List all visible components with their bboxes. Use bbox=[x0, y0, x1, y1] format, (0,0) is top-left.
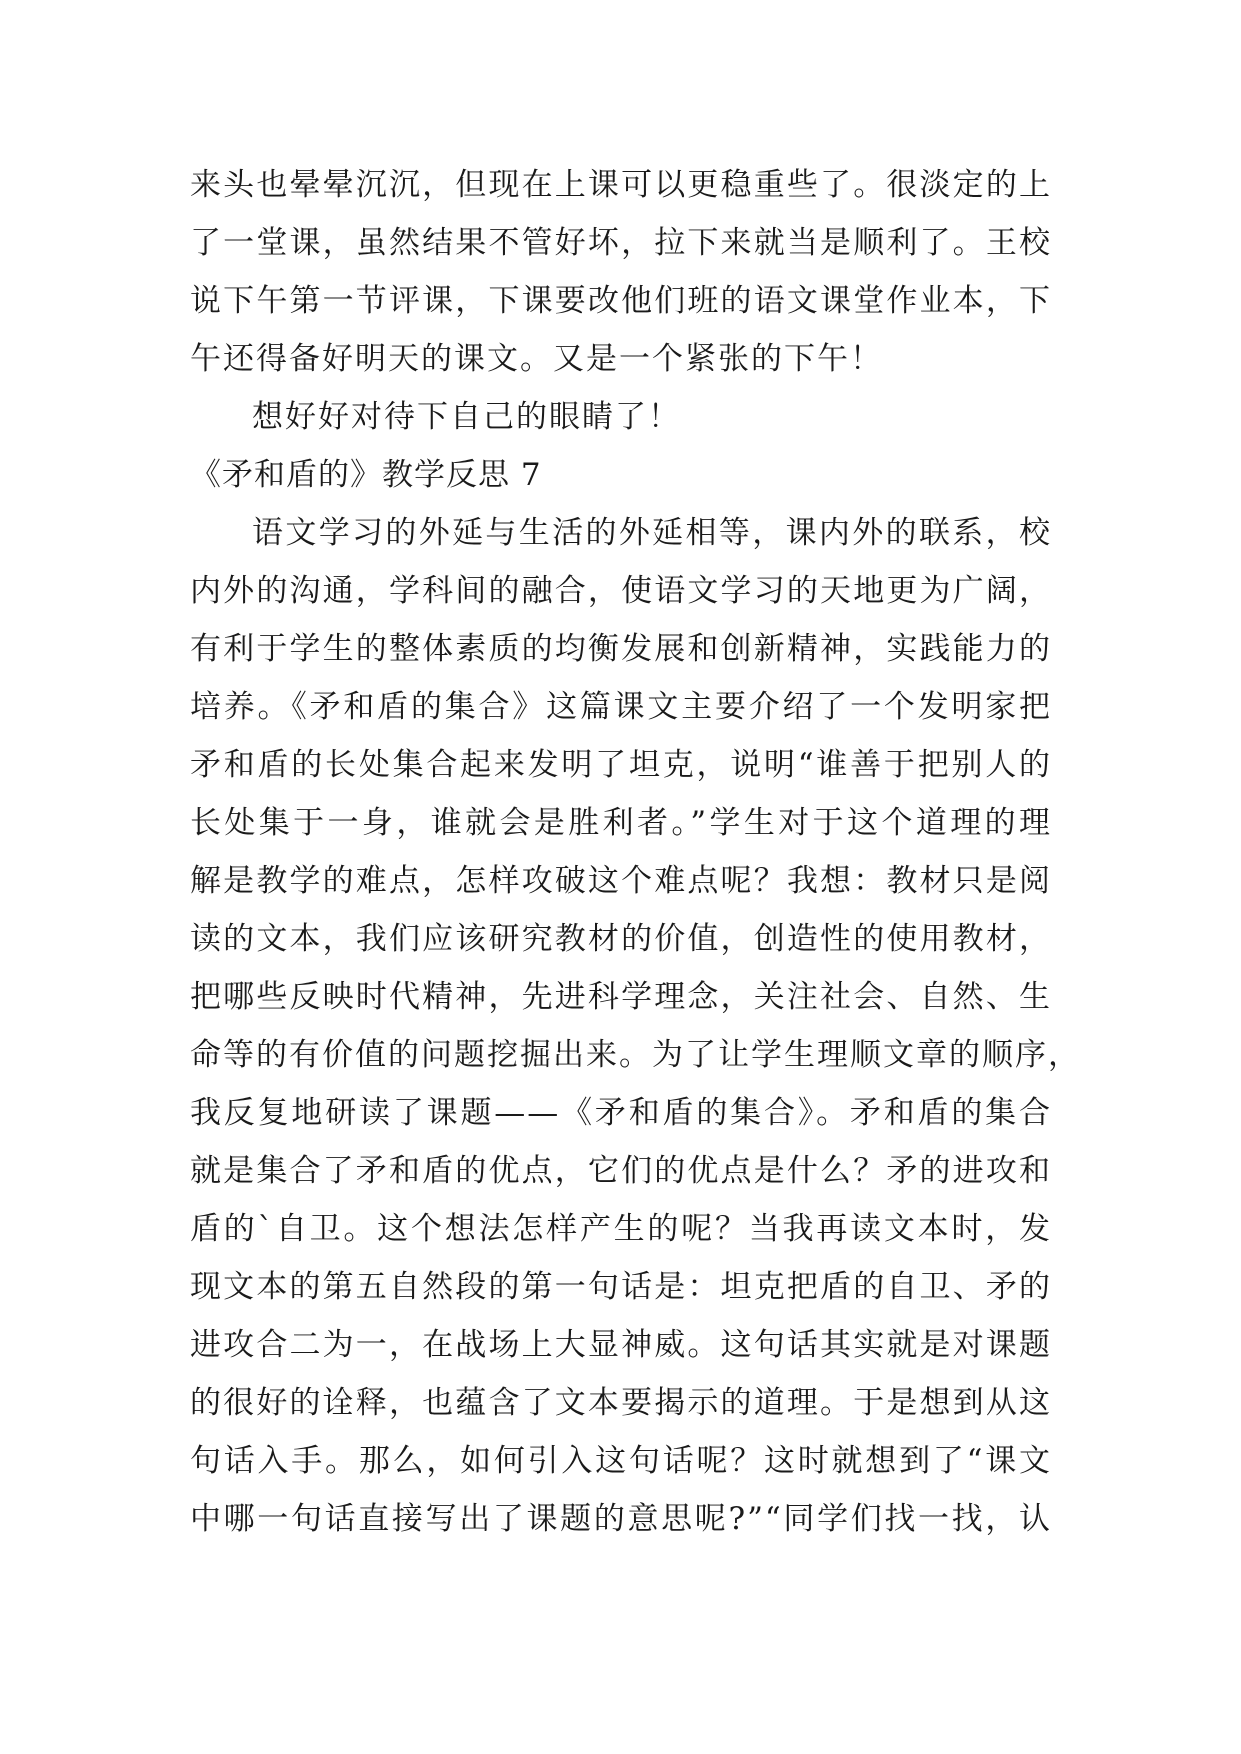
paragraph-line: 有利于学生的整体素质的均衡发展和创新精神，实践能力的 bbox=[190, 631, 1052, 667]
paragraph-line: 说下午第一节评课，下课要改他们班的语文课堂作业本，下 bbox=[190, 283, 1052, 319]
paragraph-line: 解是教学的难点，怎样攻破这个难点呢？我想：教材只是阅 bbox=[190, 863, 1052, 899]
paragraph-line: 中哪一句话直接写出了课题的意思呢?”“同学们找一找，认 bbox=[190, 1501, 1052, 1537]
paragraph-line: 内外的沟通，学科间的融合，使语文学习的天地更为广阔， bbox=[190, 573, 1052, 609]
paragraph-line: 进攻合二为一，在战场上大显神威。这句话其实就是对课题 bbox=[190, 1327, 1052, 1363]
paragraph-line: 就是集合了矛和盾的优点，它们的优点是什么？矛的进攻和 bbox=[190, 1153, 1052, 1189]
paragraph-line: 盾的`自卫。这个想法怎样产生的呢？当我再读文本时，发 bbox=[190, 1211, 1052, 1247]
paragraph-line: 语文学习的外延与生活的外延相等，课内外的联系，校 bbox=[252, 515, 1052, 551]
paragraph-line: 午还得备好明天的课文。又是一个紧张的下午！ bbox=[190, 341, 883, 377]
paragraph-line: 现文本的第五自然段的第一句话是：坦克把盾的自卫、矛的 bbox=[190, 1269, 1052, 1305]
paragraph-line: 把哪些反映时代精神，先进科学理念，关注社会、自然、生 bbox=[190, 979, 1052, 1015]
paragraph-line: 句话入手。那么，如何引入这句话呢？这时就想到了“课文 bbox=[190, 1443, 1052, 1479]
paragraph-line: 矛和盾的长处集合起来发明了坦克，说明“谁善于把别人的 bbox=[190, 747, 1052, 783]
paragraph-line: 长处集于一身，谁就会是胜利者。”学生对于这个道理的理 bbox=[190, 805, 1052, 841]
paragraph-line: 读的文本，我们应该研究教材的价值，创造性的使用教材， bbox=[190, 921, 1052, 957]
paragraph-line: 了一堂课，虽然结果不管好坏，拉下来就当是顺利了。王校 bbox=[190, 225, 1052, 261]
paragraph-line: 我反复地研读了课题——《矛和盾的集合》。矛和盾的集合 bbox=[190, 1095, 1052, 1131]
paragraph-line: 想好好对待下自己的眼睛了！ bbox=[252, 399, 681, 435]
paragraph-line: 命等的有价值的问题挖掘出来。为了让学生理顺文章的顺序， bbox=[190, 1037, 1081, 1073]
section-heading: 《矛和盾的》教学反思 7 bbox=[190, 457, 542, 493]
paragraph-line: 的很好的诠释，也蕴含了文本要揭示的道理。于是想到从这 bbox=[190, 1385, 1052, 1421]
document-body bbox=[190, 156, 1081, 1548]
paragraph-line: 来头也晕晕沉沉，但现在上课可以更稳重些了。很淡定的上 bbox=[190, 167, 1052, 203]
paragraph-line: 培养。《矛和盾的集合》这篇课文主要介绍了一个发明家把 bbox=[190, 689, 1052, 725]
